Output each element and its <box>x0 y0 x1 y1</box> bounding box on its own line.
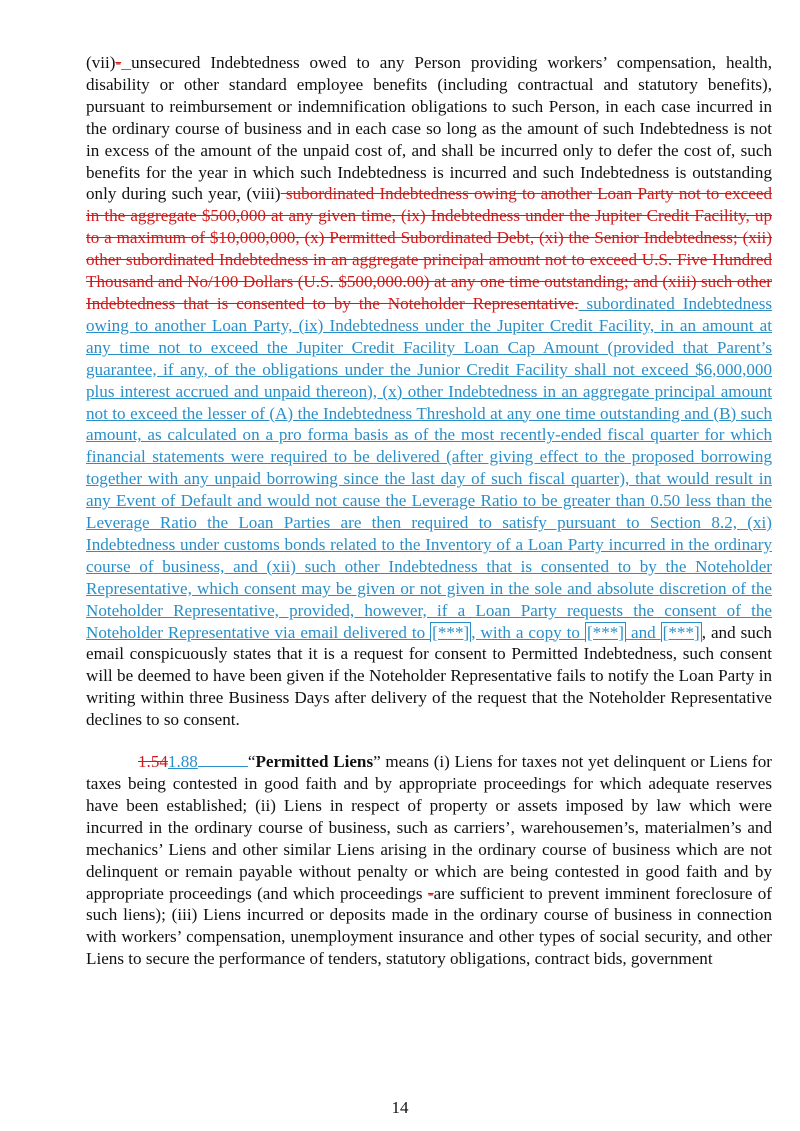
close-quote: ” <box>373 752 381 772</box>
defined-term: Permitted Liens <box>255 752 374 772</box>
open-quote: “ <box>247 752 256 772</box>
paragraph-permitted-liens <box>86 751 772 970</box>
deleted-dash: - <box>115 53 122 72</box>
deleted-text: subordinated Indebtedness owing to another Loan Party not to exceed in the aggregate $500,000 at any given time, (ix) Indebtedness under the Jupiter Credit Facility, up to a maximum of $10,000,000, (x) Permitted Subordinated Debt, (xi) the Senior Indebtedness; (xii) other subordinated Indebtedness in an aggregate principal amount not to exceed U.S. Five Hundred Thousand and No/100 Dollars (U.S. $500,000.00) at any one time outstanding; and (xiii) such other Indebtedness that is consented to by the Noteholder Representative. <box>86 184 772 313</box>
paragraph-permitted-indebtedness-tail <box>86 52 772 731</box>
inserted-text-copy-to: , with a copy to <box>471 622 585 642</box>
clause-number-vii: (vii) <box>86 53 116 72</box>
inserted-space <box>121 53 131 72</box>
body-text: unsecured Indebtedness owed to any Person providing workers’ compensation, health, disability or other standard employee benefits (including contractual and statutory benefits), pursuant to reimbursement or indemnification obligations to such Person, in each case incurred in the ordinary course of business and in each case so long as the amount of such Indebtedness is not in excess of the amount of the unpaid cost of, and shall be incurred only to defer the cost of, such benefits for the year in which such Indebtedness is incurred and such Indebtedness is outstanding only during such year, (viii) <box>86 53 772 204</box>
document-page <box>86 52 772 970</box>
inserted-section-number: 1.88 <box>167 752 198 772</box>
body-text-continued: are sufficient to prevent imminent foreclosure of such liens); (iii) Liens incurred or deposits made in the ordinary course of business in connection with workers’ compensation, unemployment insurance and other types of social security, and other Liens to secure the performance of tenders, statutory obligations, contract bids, government <box>86 883 772 969</box>
body-text-consent: , and such email conspicuously states that it is a request for consent to Permitted Indebtedness, such consent will be deemed to have been given if the Noteholder Representative fails to notify the Loan Party in writing within three Business Days after delivery of the request that the Noteholder Representative declines to so consent. <box>86 622 772 730</box>
inserted-tab <box>198 752 248 767</box>
redacted-recipient-2: [***] <box>586 622 624 642</box>
redacted-recipient-1: [***] <box>432 622 470 642</box>
inserted-text-and: and <box>625 622 661 642</box>
page-number: 14 <box>391 1098 409 1117</box>
inserted-text: subordinated Indebtedness owing to another Loan Party, (ix) Indebtedness under the Jupiter Credit Facility, in an amount at any time not to exceed the Jupiter Credit Facility Loan Cap Amount (provided that Parent’s guarantee, if any, of the obligations under the Junior Credit Facility shall not exceed $6,000,000 plus interest accrued and unpaid thereon), (x) other Indebtedness in an aggregate principal amount not to exceed the lesser of (A) the Indebtedness Threshold at any one time outstanding and (B) such amount, as calculated on a pro forma basis as of the most recently-ended fiscal quarter for which financial statements were required to be delivered (after giving effect to the proposed borrowing together with any unpaid borrowing since the last day of such fiscal quarter), that would result in any Event of Default and would not cause the Leverage Ratio to be greater than 0.50 less than the Leverage Ratio the Loan Parties are then required to satisfy pursuant to Section 8.2, (xi) Indebtedness under customs bonds related to the Inventory of a Loan Party incurred in the ordinary course of business, and (xii) such other Indebtedness that is consented to by the Noteholder Representative, which consent may be given or not given in the sole and absolute discretion of the Noteholder Representative, provided, however, if a Loan Party requests the consent of the Noteholder Representative via email delivered to <box>86 293 773 642</box>
body-text: means (i) Liens for taxes not yet delinquent or Liens for taxes being contested in good faith and by appropriate proceedings for which adequate reserves have been established; (ii) Liens in respect of property or assets imposed by law which were incurred in the ordinary course of business, such as carriers’, warehousemen’s, materialmen’s and mechanics’ Liens and other similar Liens arising in the ordinary course of business which are not delinquent or remain payable without penalty or which are being contested in good faith and by appropriate proceedings (and which proceedings <box>86 752 772 903</box>
redacted-recipient-3: [***] <box>662 622 700 642</box>
deleted-dash: - <box>427 883 434 903</box>
deleted-section-number: 1.54 <box>138 752 168 772</box>
